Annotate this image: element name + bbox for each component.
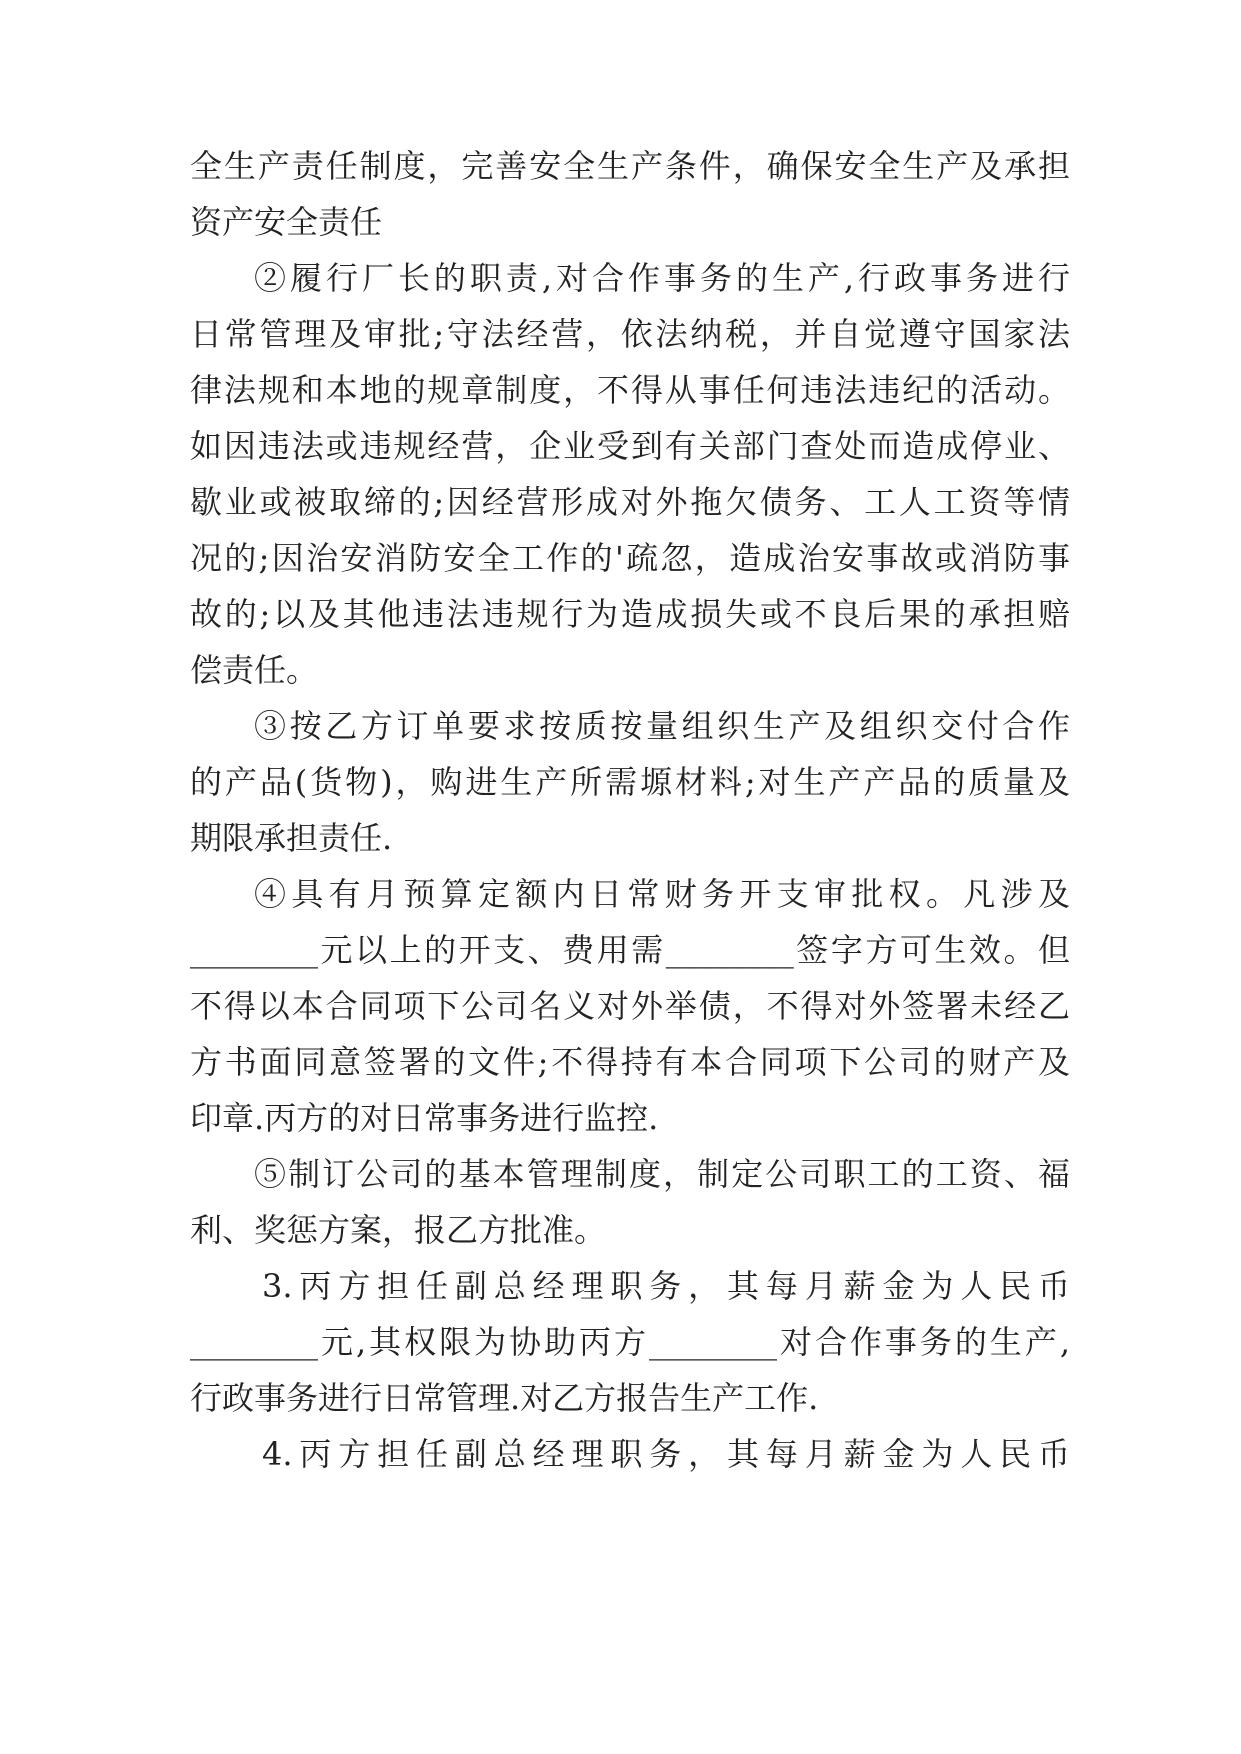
text-line: 不得以本合同项下公司名义对外举债，不得对外签署未经乙 [190, 987, 1070, 1025]
text-line: ③按乙方订单要求按质按量组织生产及组织交付合作 [254, 707, 1070, 745]
text-line: 的产品(货物)，购进生产所需塬材料;对生产产品的质量及 [190, 763, 1070, 801]
text-line: 3.丙方担任副总经理职务，其每月薪金为人民币 [262, 1267, 1070, 1305]
text-line: 日常管理及审批;守法经营，依法纳税，并自觉遵守国家法 [190, 315, 1070, 353]
text-line: 故的;以及其他违法违规行为造成损失或不良后果的承担赔 [190, 595, 1070, 633]
text-line: ________元以上的开支、费用需________签字方可生效。但 [190, 931, 1070, 969]
text-line: 全生产责任制度，完善安全生产条件，确保安全生产及承担 [190, 147, 1070, 185]
text-line: 期限承担责任. [190, 819, 393, 857]
text-line: ②履行厂长的职责,对合作事务的生产,行政事务进行 [254, 259, 1070, 297]
text-line: 利、奖惩方案，报乙方批准。 [190, 1211, 607, 1249]
text-line: 印章.丙方的对日常事务进行监控. [190, 1099, 659, 1137]
text-line: ________元,其权限为协助丙方________对合作事务的生产, [190, 1323, 1070, 1361]
text-line: 方书面同意签署的文件;不得持有本合同项下公司的财产及 [190, 1043, 1070, 1081]
text-line: ⑤制订公司的基本管理制度，制定公司职工的工资、福 [254, 1155, 1070, 1193]
text-line: ④具有月预算定额内日常财务开支审批权。凡涉及 [254, 875, 1070, 913]
text-line: 况的;因治安消防安全工作的'疏忽，造成治安事故或消防事 [190, 539, 1070, 577]
text-line: 律法规和本地的规章制度，不得从事任何违法违纪的活动。 [190, 371, 1070, 409]
text-line: 偿责任。 [190, 651, 319, 689]
text-line: 资产安全责任 [190, 203, 383, 241]
text-line: 4.丙方担任副总经理职务，其每月薪金为人民币 [262, 1435, 1070, 1473]
text-line: 如因违法或违规经营，企业受到有关部门查处而造成停业、 [190, 427, 1070, 465]
text-line: 歇业或被取缔的;因经营形成对外拖欠债务、工人工资等情 [190, 483, 1070, 521]
text-line: 行政事务进行日常管理.对乙方报告生产工作. [190, 1379, 819, 1417]
